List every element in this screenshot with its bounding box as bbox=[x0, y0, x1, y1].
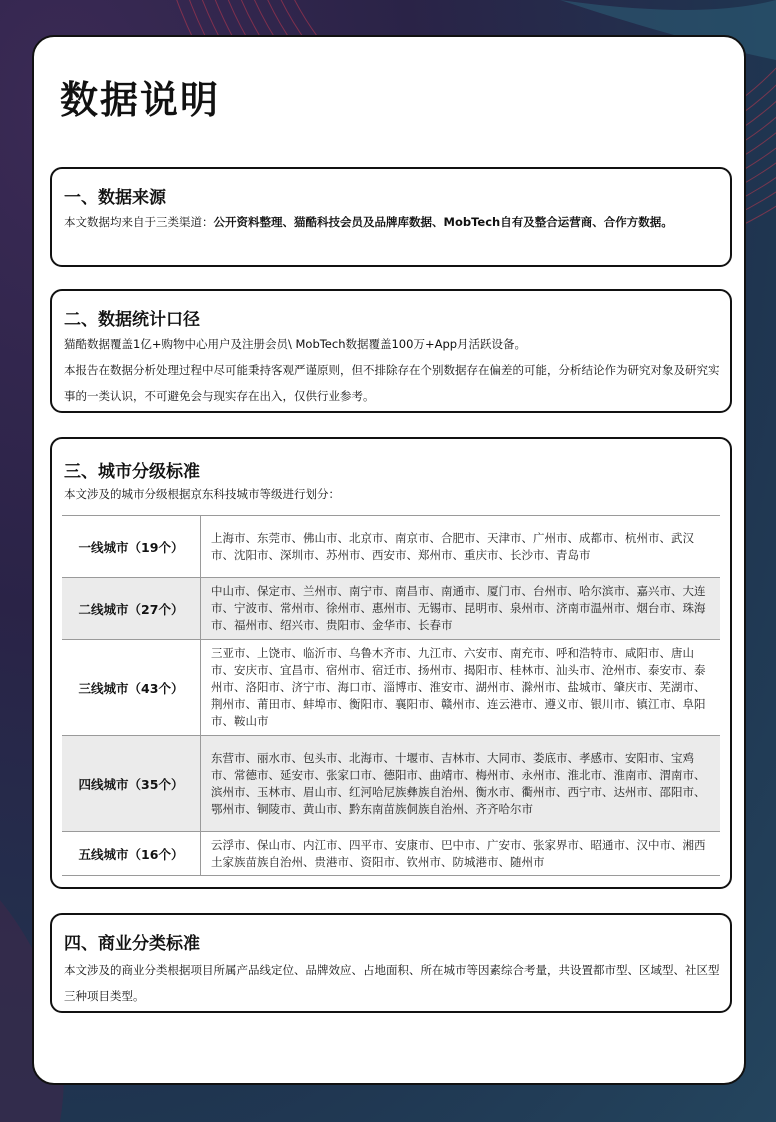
section-text bbox=[64, 331, 720, 409]
tier-name: 五线城市（16个） bbox=[62, 832, 201, 876]
tier-name: 一线城市（19个） bbox=[62, 516, 201, 578]
page-title: 数据说明 bbox=[60, 78, 221, 122]
tier-name: 四线城市（35个） bbox=[62, 736, 201, 832]
table-row bbox=[62, 832, 720, 876]
tier-cities: 三亚市、上饶市、临沂市、乌鲁木齐市、九江市、六安市、南充市、呼和浩特市、咸阳市、唐山市、安庆市、宜昌市、宿州市、宿迁市、扬州市、揭阳市、桂林市、汕头市、沧州市、泰安市、泰州市、洛阳市、济宁市、海口市、淄博市、淮安市、湖州市、滁州市、盐城市、肇庆市、芜湖市、荆州市、莆田市、蚌埠市、衡阳市、襄阳市、赣州市、连云港市、遵义市、银川市、镇江市、阜阳市、鞍山市 bbox=[201, 640, 721, 736]
tier-cities: 上海市、东莞市、佛山市、北京市、南京市、合肥市、天津市、广州市、成都市、杭州市、武汉市、沈阳市、深圳市、苏州市、西安市、郑州市、重庆市、长沙市、青岛市 bbox=[201, 516, 721, 578]
tier-name: 三线城市（43个） bbox=[62, 640, 201, 736]
table-row bbox=[62, 640, 720, 736]
city-tier-section bbox=[50, 437, 732, 889]
table-row bbox=[62, 516, 720, 578]
tier-name: 二线城市（27个） bbox=[62, 578, 201, 640]
table-row bbox=[62, 578, 720, 640]
section-text bbox=[64, 209, 720, 235]
section-title: 二、数据统计口径 bbox=[64, 310, 200, 330]
section-text: 本文涉及的商业分类根据项目所属产品线定位、品牌效应、占地面积、所在城市等因素综合考量，共设置都市型、区域型、社区型三种项目类型。 bbox=[64, 963, 720, 1003]
section-title: 四、商业分类标准 bbox=[64, 934, 200, 954]
city-tier-table bbox=[62, 515, 720, 876]
section-title: 一、数据来源 bbox=[64, 188, 166, 208]
tier-cities: 云浮市、保山市、内江市、四平市、安康市、巴中市、广安市、张家界市、昭通市、汉中市、湘西土家族苗族自治州、贵港市、资阳市、钦州市、防城港市、随州市 bbox=[201, 832, 721, 876]
data-source-section bbox=[50, 167, 732, 267]
paragraph: 本报告在数据分析处理过程中尽可能秉持客观严谨原则，但不排除存在个别数据存在偏差的可能，分析结论作为研究对象及研究实事的一类认识，不可避免会与现实存在出入，仅供行业参考。 bbox=[64, 363, 720, 403]
bold-text: 公开资料整理、猫酷科技会员及品牌库数据、MobTech自有及整合运营商、合作方数据。 bbox=[213, 215, 673, 229]
section-intro: 本文涉及的城市分级根据京东科技城市等级进行划分： bbox=[64, 487, 340, 501]
intro-text: 本文数据均来自于三类渠道： bbox=[64, 215, 214, 229]
statistics-section bbox=[50, 289, 732, 413]
table-row bbox=[62, 736, 720, 832]
content-card bbox=[32, 35, 746, 1085]
tier-cities: 东营市、丽水市、包头市、北海市、十堰市、吉林市、大同市、娄底市、孝感市、安阳市、宝鸡市、常德市、延安市、张家口市、德阳市、曲靖市、梅州市、永州市、淮北市、淮南市、渭南市、滨州市、玉林市、眉山市、红河哈尼族彝族自治州、衡水市、衢州市、西宁市、达州市、邵阳市、鄂州市、铜陵市、黄山市、黔东南苗族侗族自治州、齐齐哈尔市 bbox=[201, 736, 721, 832]
section-title: 三、城市分级标准 bbox=[64, 462, 200, 482]
paragraph: 猫酷数据覆盖1亿+购物中心用户及注册会员\ MobTech数据覆盖100万+App月活跃设备。 bbox=[64, 337, 527, 351]
tier-cities: 中山市、保定市、兰州市、南宁市、南昌市、南通市、厦门市、台州市、哈尔滨市、嘉兴市、大连市、宁波市、常州市、徐州市、惠州市、无锡市、昆明市、泉州市、济南市温州市、烟台市、珠海市、福州市、绍兴市、贵阳市、金华市、长春市 bbox=[201, 578, 721, 640]
business-category-section bbox=[50, 913, 732, 1013]
